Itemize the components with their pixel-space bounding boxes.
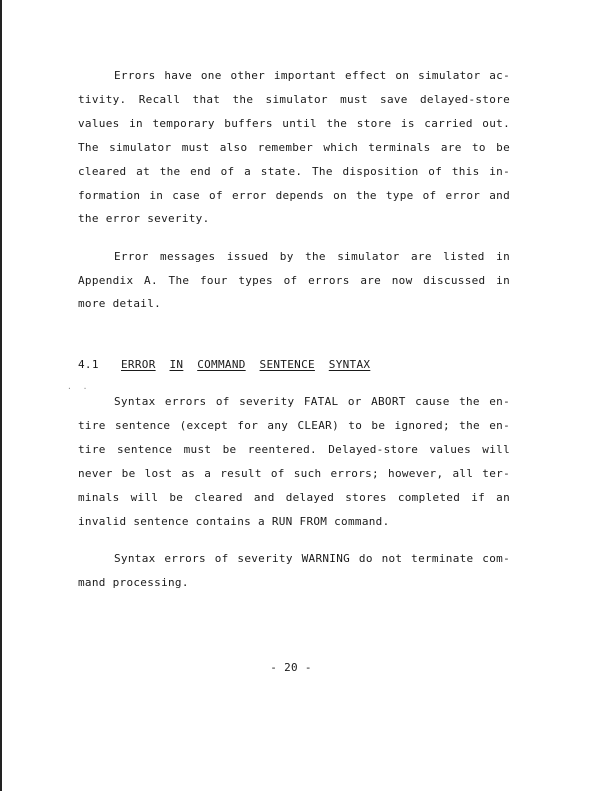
paragraph-4-line-1: Syntax errors of severity WARNING do not terminate com-	[114, 552, 510, 565]
paragraph-3-line-6: invalid sentence contains a RUN FROM command.	[78, 515, 390, 528]
section-title-word: IN	[169, 358, 184, 371]
section-title-word: ERROR	[121, 358, 156, 371]
paragraph-4-line-2: mand processing.	[78, 576, 189, 589]
paragraph-3-line-5: minals will be cleared and delayed stores completed if an	[78, 491, 510, 504]
paragraph-2-line-2: Appendix A. The four types of errors are now discussed in	[78, 274, 510, 287]
paragraph-3-line-3: tire sentence must be reentered. Delayed-store values will	[78, 443, 510, 456]
paragraph-1-line-6: formation in case of error depends on the type of error and	[78, 189, 510, 202]
paragraph-3-line-1: Syntax errors of severity FATAL or ABORT cause the en-	[114, 395, 510, 408]
paragraph-1-line-5: cleared at the end of a state. The disposition of this in-	[78, 165, 510, 178]
paragraph-1-line-2: tivity. Recall that the simulator must save delayed-store	[78, 93, 510, 106]
paragraph-1-line-1: Errors have one other important effect on simulator ac-	[114, 69, 510, 82]
section-title-word: COMMAND	[197, 358, 246, 371]
paragraph-2-line-3: more detail.	[78, 297, 162, 310]
stray-mark: . .	[67, 382, 91, 391]
paragraph-2-line-1: Error messages issued by the simulator are listed in	[114, 250, 510, 263]
paragraph-1-line-7: the error severity.	[78, 212, 210, 225]
page-number: - 20 -	[270, 661, 312, 674]
section-title	[121, 358, 370, 372]
section-title-word: SYNTAX	[328, 358, 371, 371]
paragraph-3-line-2: tire sentence (except for any CLEAR) to be ignored; the en-	[78, 419, 510, 432]
paragraph-3-line-4: never be lost as a result of such errors; however, all ter-	[78, 467, 510, 480]
paragraph-1-line-4: The simulator must also remember which terminals are to be	[78, 141, 510, 154]
paragraph-1-line-3: values in temporary buffers until the store is carried out.	[78, 117, 510, 130]
section-title-word: SENTENCE	[259, 358, 315, 371]
section-number: 4.1	[78, 358, 99, 371]
